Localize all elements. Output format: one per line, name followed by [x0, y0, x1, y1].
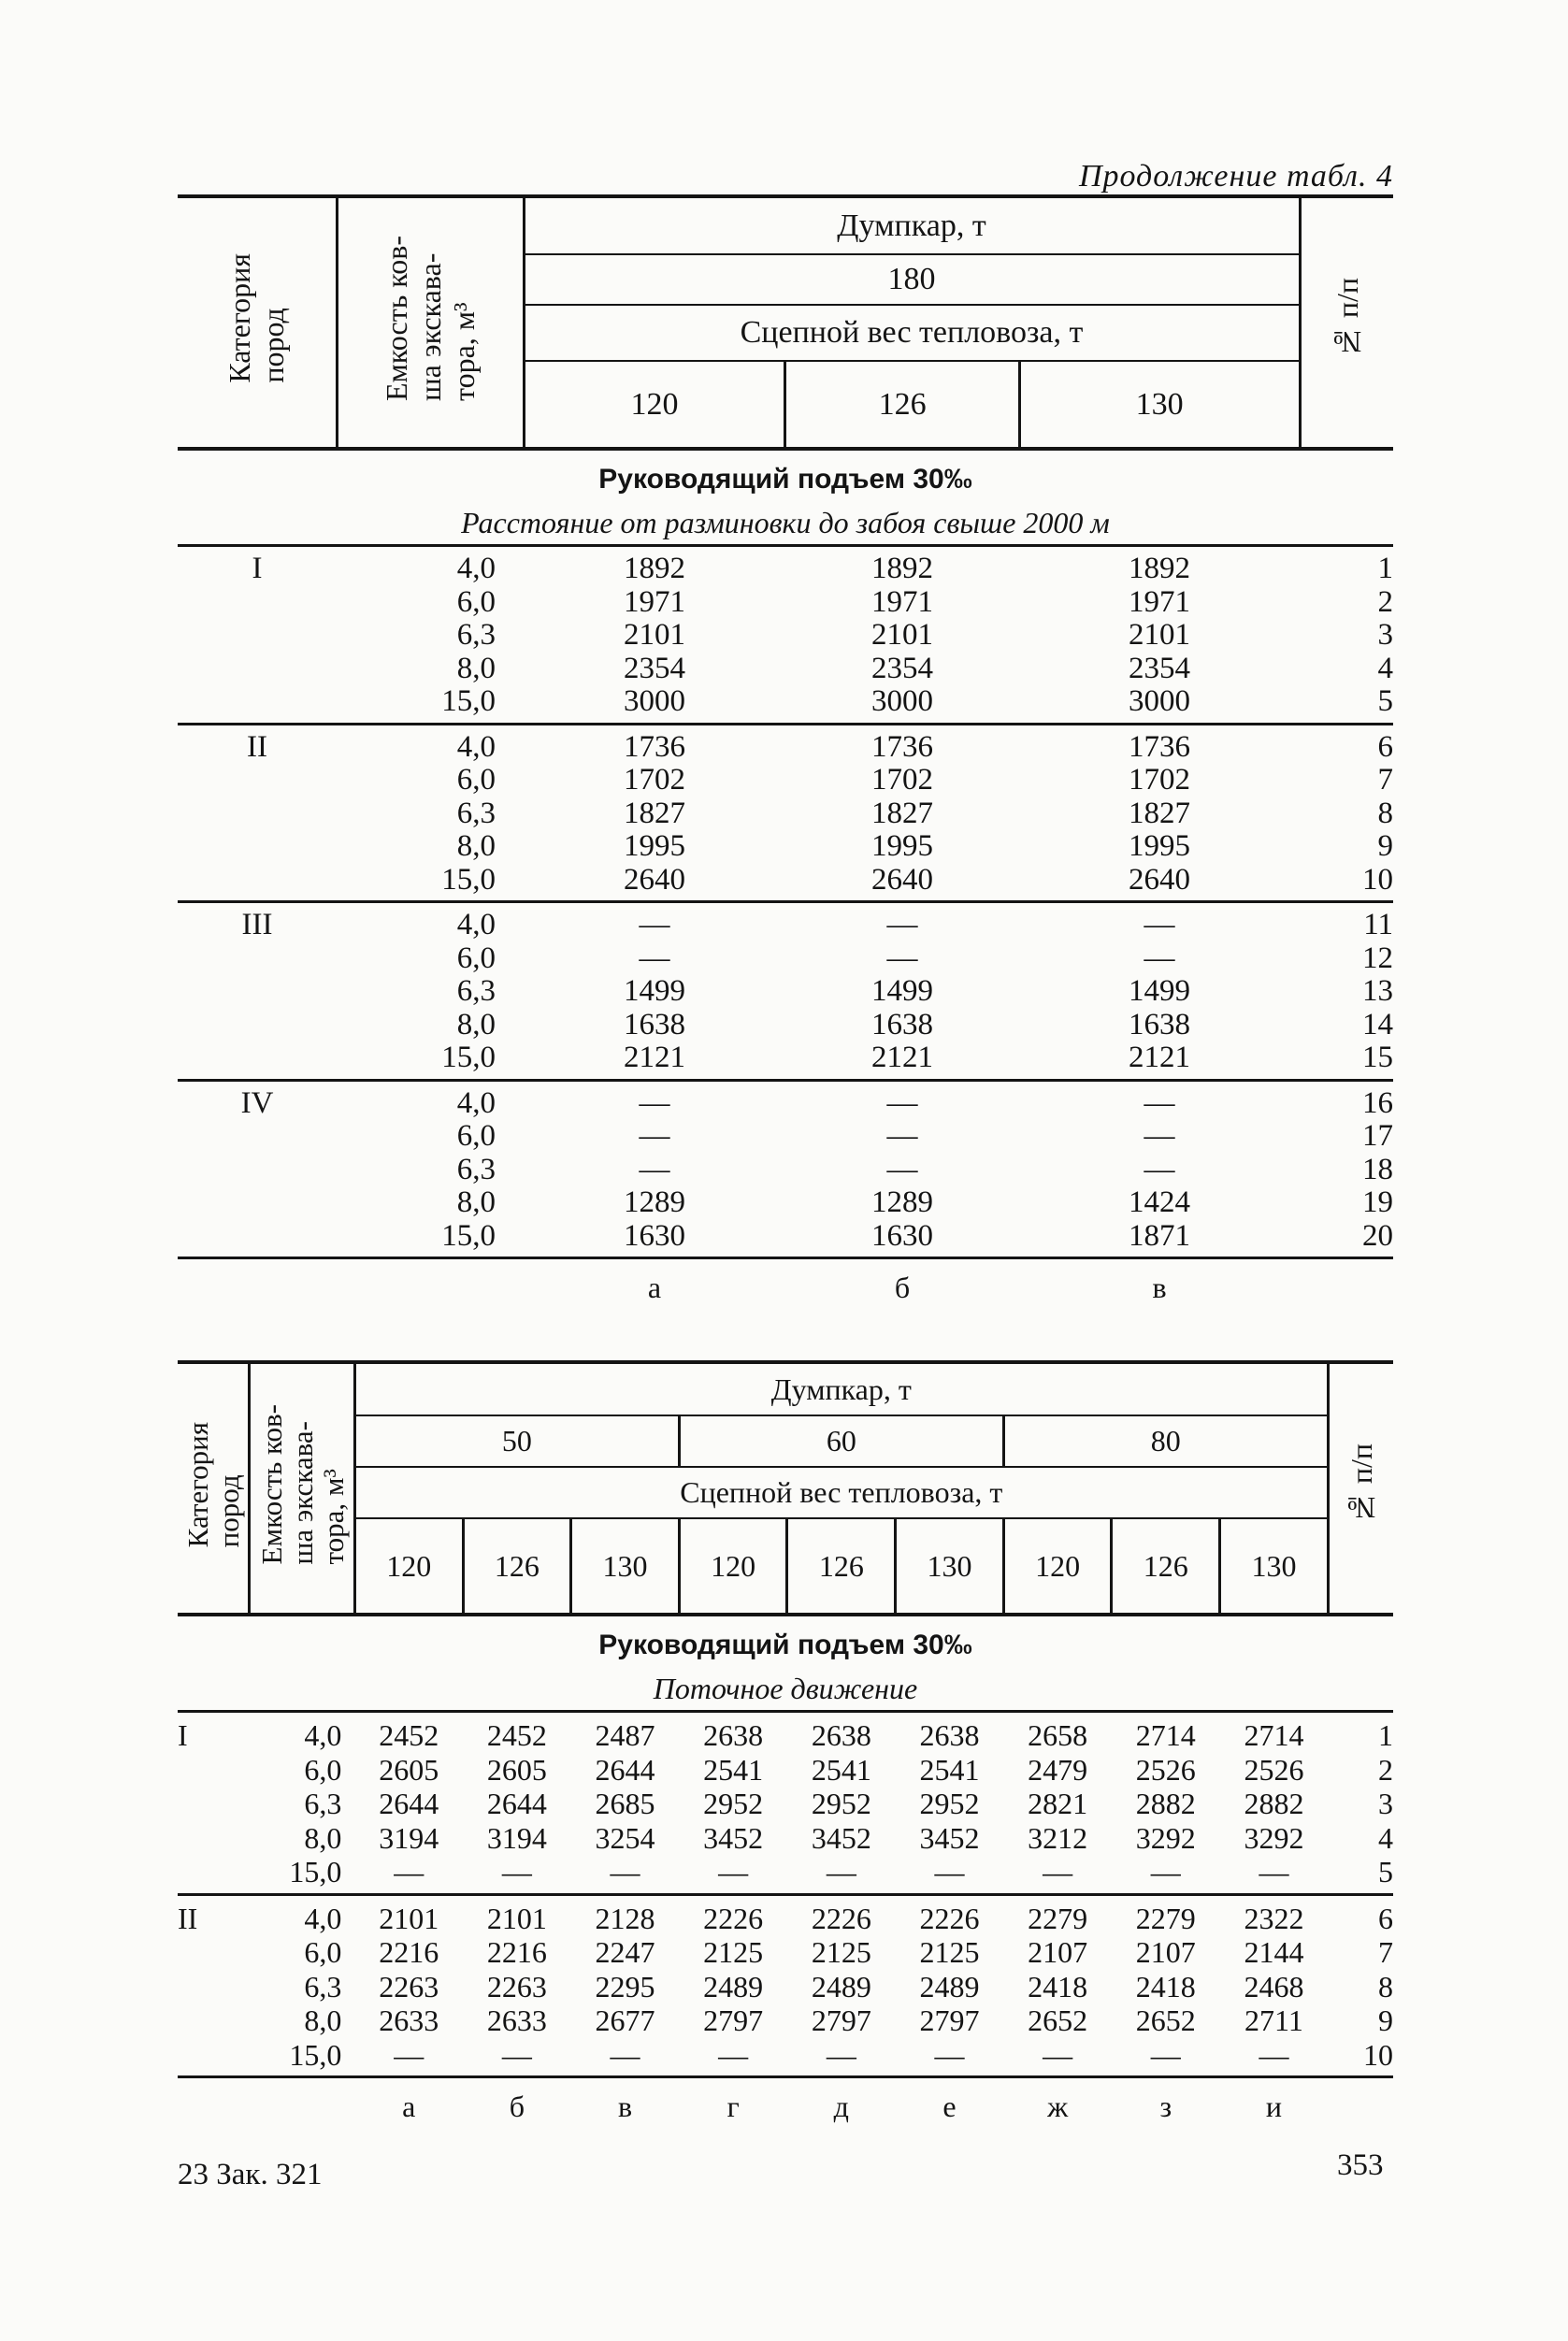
- column-letter: д: [833, 2090, 849, 2123]
- value-cell: 2226 2125 2489 2797 —: [703, 1901, 764, 2072]
- value-cell: 2452 2605 2644 3194 —: [486, 1718, 547, 1889]
- section-subtitle: Расстояние от разминовки до забоя свыше 2000 м: [461, 506, 1110, 539]
- header-loco-weight: Сцепной вес тепловоза, т: [525, 305, 1299, 361]
- header-category: Категория пород: [223, 253, 291, 383]
- row-number-cell: 6 7 8 9 10: [1363, 1901, 1393, 2072]
- header-weight-a: 120: [525, 361, 785, 447]
- column-letter: в: [1152, 1271, 1167, 1304]
- header-bucket-capacity: Емкость ков- ша экскава- тора, м³: [254, 1404, 350, 1565]
- row-number-cell: 11 12 13 14 15: [1362, 908, 1393, 1074]
- value-cell: 2487 2644 2685 3254 —: [595, 1718, 655, 1889]
- value-cell: 2638 2541 2952 3452 —: [811, 1718, 871, 1889]
- value-cell: — — — 1289 1630: [871, 1085, 933, 1253]
- header-dumpcar: Думпкар, т: [356, 1364, 1327, 1415]
- category-cell: I: [178, 1718, 188, 1752]
- value-cell: — — — 1289 1630: [624, 1085, 685, 1253]
- column-letter: б: [509, 2090, 525, 2123]
- header-weight: 120: [679, 1518, 787, 1613]
- header-weight: 126: [1112, 1518, 1220, 1613]
- header-category: Категория пород: [180, 1421, 245, 1548]
- column-letter: и: [1265, 2090, 1282, 2123]
- header-weight: 130: [1251, 1548, 1297, 1583]
- table-row: [178, 1712, 1393, 1895]
- table-2: [178, 1360, 1393, 2124]
- table-row: [178, 546, 1393, 725]
- bucket-cell: 4,0 6,0 6,3 8,0 15,0: [441, 908, 496, 1074]
- column-letter: е: [942, 2090, 957, 2123]
- value-cell: — — 1499 1638 2121: [1129, 908, 1190, 1074]
- value-cell: 2101 2216 2263 2633 —: [379, 1901, 439, 2072]
- header-weight: 126: [463, 1518, 571, 1613]
- value-cell: 2128 2247 2295 2677 —: [595, 1901, 655, 2072]
- value-cell: — — 1499 1638 2121: [871, 908, 933, 1074]
- header-dumpcar: Думпкар, т: [525, 198, 1299, 254]
- section-title: Руководящий подъем 30‰: [598, 464, 972, 495]
- print-order-note: 23 Зак. 321: [178, 2158, 323, 2191]
- row-number-cell: 1 2 3 4 5: [1378, 1718, 1393, 1889]
- column-letter: в: [617, 2090, 633, 2123]
- header-row-number: № п/п: [1344, 1443, 1378, 1526]
- value-cell: 2638 2541 2952 3452 —: [703, 1718, 764, 1889]
- table-row: [178, 724, 1393, 902]
- value-cell: 2101 2216 2263 2633 —: [486, 1901, 547, 2072]
- header-dumpcar-size: 180: [525, 254, 1299, 305]
- value-cell: 1736 1702 1827 1995 2640: [624, 729, 685, 897]
- bucket-cell: 4,0 6,0 6,3 8,0 15,0: [289, 1901, 342, 2072]
- row-number-cell: 6 7 8 9 10: [1362, 729, 1393, 897]
- bucket-cell: 4,0 6,0 6,3 8,0 15,0: [441, 552, 496, 718]
- page-number: 353: [1337, 2148, 1384, 2182]
- header-dumpcar-size: 80: [1003, 1415, 1326, 1467]
- value-cell: 2658 2479 2821 3212 —: [1028, 1718, 1088, 1889]
- value-cell: 2322 2144 2468 2711 —: [1244, 1901, 1304, 2072]
- table-1: [178, 194, 1393, 1305]
- bucket-cell: 4,0 6,0 6,3 8,0 15,0: [441, 729, 496, 897]
- column-letter: ж: [1047, 2090, 1069, 2123]
- header-bucket-capacity: Емкость ков- ша экскава- тора, м³: [380, 236, 481, 401]
- value-cell: 2226 2125 2489 2797 —: [811, 1901, 871, 2072]
- table-row: [178, 902, 1393, 1081]
- value-cell: 2714 2526 2882 3292 —: [1244, 1718, 1304, 1889]
- header-dumpcar-size: 50: [356, 1415, 679, 1467]
- column-letter: г: [726, 2090, 740, 2123]
- table-row: [178, 1894, 1393, 2077]
- header-loco-weight: Сцепной вес тепловоза, т: [356, 1467, 1327, 1518]
- column-letter: а: [402, 2090, 416, 2123]
- header-weight: 120: [356, 1518, 463, 1613]
- category-cell: II: [178, 1901, 198, 1935]
- category-cell: IV: [240, 1085, 274, 1120]
- category-cell: II: [247, 729, 267, 764]
- value-cell: 1892 1971 2101 2354 3000: [624, 552, 685, 718]
- header-weight: 130: [571, 1518, 680, 1613]
- value-cell: 2279 2107 2418 2652 —: [1028, 1901, 1088, 2072]
- column-letter: б: [894, 1271, 911, 1304]
- bucket-cell: 4,0 6,0 6,3 8,0 15,0: [289, 1718, 342, 1889]
- column-letter: з: [1159, 2090, 1172, 2123]
- section-title: Руководящий подъем 30‰: [598, 1630, 972, 1660]
- header-weight: 126: [787, 1518, 896, 1613]
- header-row-number: № п/п: [1330, 277, 1364, 360]
- bucket-cell: 4,0 6,0 6,3 8,0 15,0: [441, 1085, 496, 1253]
- section-subtitle: Поточное движение: [653, 1672, 918, 1705]
- value-cell: 2279 2107 2418 2652 —: [1135, 1901, 1196, 2072]
- value-cell: 1892 1971 2101 2354 3000: [1129, 552, 1190, 718]
- column-letter: а: [647, 1271, 662, 1304]
- row-number-cell: 1 2 3 4 5: [1377, 552, 1393, 718]
- value-cell: 2638 2541 2952 3452 —: [919, 1718, 980, 1889]
- value-cell: 1892 1971 2101 2354 3000: [871, 552, 933, 718]
- header-weight-b: 126: [785, 361, 1019, 447]
- header-weight-c: 130: [1135, 386, 1184, 422]
- continuation-label: Продолжение табл. 4: [1078, 159, 1393, 194]
- value-cell: 2226 2125 2489 2797 —: [919, 1901, 980, 2072]
- header-dumpcar-size: 60: [679, 1415, 1003, 1467]
- value-cell: 2714 2526 2882 3292 —: [1135, 1718, 1196, 1889]
- row-number-cell: 16 17 18 19 20: [1362, 1085, 1393, 1253]
- value-cell: 1736 1702 1827 1995 2640: [1129, 729, 1190, 897]
- value-cell: — — — 1424 1871: [1129, 1085, 1190, 1253]
- value-cell: — — 1499 1638 2121: [624, 908, 685, 1074]
- category-cell: III: [241, 908, 273, 941]
- header-weight: 130: [896, 1518, 1004, 1613]
- value-cell: 1736 1702 1827 1995 2640: [871, 729, 933, 897]
- category-cell: I: [252, 552, 263, 585]
- value-cell: 2452 2605 2644 3194 —: [379, 1718, 439, 1889]
- header-weight: 120: [1003, 1518, 1112, 1613]
- table-row: [178, 1080, 1393, 1258]
